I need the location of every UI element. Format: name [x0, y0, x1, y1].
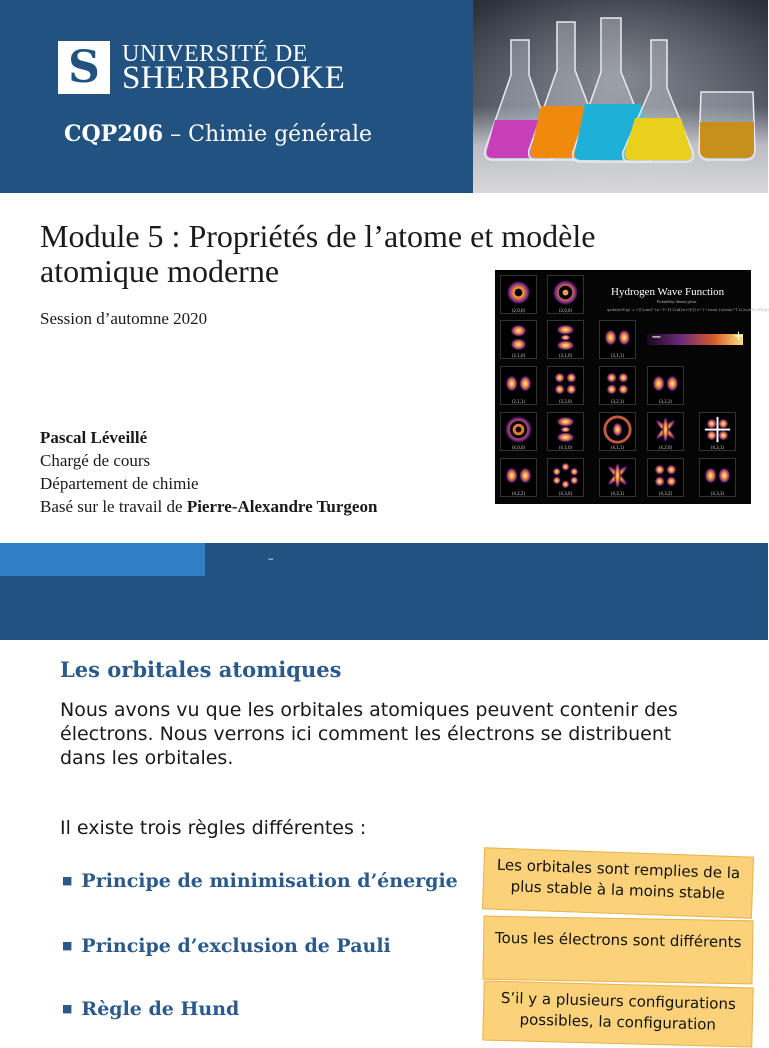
slide2-paragraph: Nous avons vu que les orbitales atomiques peuvent contenir des électrons. Nous verrons ici comment les électrons se distribuent dans les orbitales. [60, 699, 678, 769]
bullet-square-icon: ■ [62, 1002, 73, 1015]
orbital-thumbnail [500, 412, 537, 451]
orbital-thumbnail [599, 412, 636, 451]
orbital-label: (2,1,0) [511, 353, 526, 358]
author-department: Département de chimie [40, 474, 199, 493]
orbital-label: (2,0,0) [511, 308, 526, 313]
orbital-thumbnail [547, 275, 584, 314]
credit-prefix: Basé sur le travail de [40, 497, 187, 516]
divider-main-band [0, 576, 768, 640]
orbital-thumbnail [599, 320, 636, 359]
orbital-thumbnail [547, 366, 584, 405]
orbital-label: (4,0,0) [511, 445, 526, 450]
orbital-label: (3,0,0) [558, 308, 573, 313]
logo-letter: S [68, 41, 100, 93]
orbital-thumbnail [699, 412, 736, 451]
figure-subtitle: Probability density plots. [657, 299, 698, 304]
orbital-thumbnail [647, 412, 684, 451]
orbital-thumbnail [599, 366, 636, 405]
author-block [40, 426, 377, 518]
figure-formula: ψnlm(r,θ,φ) = √((2/na)³ (n−l−1)!/2n[(n+l)!]) e^(−r/na) (2r/na)^l L(2r/na) Y(θ,φ) [607, 307, 769, 312]
session-label: Session d’automne 2020 [40, 309, 208, 328]
rule-item [62, 870, 458, 892]
orbital-thumbnail [547, 412, 584, 451]
module-title: Module 5 : Propriétés de l’atome et modèle atomique moderne [40, 218, 596, 289]
hydrogen-wave-function-figure [495, 270, 769, 504]
callout-note: S’il y a plusieurs configurations possibles, la configuration [482, 980, 753, 1047]
rule-label: Principe d’exclusion de Pauli [81, 935, 391, 957]
orbital-thumbnail [647, 458, 684, 497]
slide2-heading: Les orbitales atomiques [60, 657, 342, 682]
orbital-label: (3,2,1) [610, 399, 625, 404]
orbital-thumbnail [699, 458, 736, 497]
orbital-thumbnail [500, 458, 537, 497]
orbital-label: (3,2,2) [658, 399, 673, 404]
orbital-thumbnail [500, 275, 537, 314]
university-name-line2: SHERBROOKE [122, 60, 346, 96]
bullet-square-icon: ■ [62, 874, 73, 887]
divider-dash: – [268, 552, 274, 565]
orbital-label: (4,2,2) [511, 491, 526, 496]
orbital-thumbnail [500, 366, 537, 405]
rule-label: Principe de minimisation d’énergie [81, 870, 458, 892]
course-separator: – [163, 122, 189, 147]
chemistry-flasks-photo [473, 0, 768, 193]
divider-dark-bar [205, 543, 768, 576]
orbital-label: (3,1,1) [610, 353, 625, 358]
rule-item [62, 935, 391, 957]
author-role: Chargé de cours [40, 451, 151, 470]
scale-minus-label: − [651, 330, 662, 345]
orbital-label: (3,2,0) [558, 399, 573, 404]
orbital-thumbnail [547, 320, 584, 359]
course-code: CQP206 [64, 121, 164, 147]
orbital-label: (4,1,1) [610, 445, 625, 450]
orbital-label: (4,3,2) [658, 491, 673, 496]
orbital-thumbnail [647, 366, 684, 405]
divider-accent-bar [0, 543, 205, 576]
slide2-intro: Il existe trois règles différentes : [60, 817, 367, 839]
orbital-label: (4,2,0) [658, 445, 673, 450]
orbital-thumbnail [547, 458, 584, 497]
author-credit [40, 495, 377, 518]
orbital-thumbnail [599, 458, 636, 497]
bullet-square-icon: ■ [62, 939, 73, 952]
author-name: Pascal Léveillé [40, 428, 148, 447]
callout-note: Les orbitales sont remplies de la plus stable à la moins stable [482, 847, 754, 918]
credit-name: Pierre-Alexandre Turgeon [186, 497, 378, 516]
callout-note: Tous les électrons sont différents [482, 916, 753, 985]
course-name: Chimie générale [188, 122, 373, 147]
scale-plus-label: + [733, 329, 744, 344]
rule-label: Règle de Hund [81, 998, 240, 1020]
orbital-label: (4,3,3) [710, 491, 725, 496]
orbital-label: (4,1,0) [558, 445, 573, 450]
orbital-thumbnail [500, 320, 537, 359]
course-title [64, 121, 372, 147]
university-logo [58, 41, 110, 94]
orbital-label: (4,3,1) [610, 491, 625, 496]
orbital-label: (3,1,0) [558, 353, 573, 358]
orbital-label: (2,1,1) [511, 399, 526, 404]
orbital-label: (4,3,0) [558, 491, 573, 496]
orbital-label: (4,2,1) [710, 445, 725, 450]
figure-title: Hydrogen Wave Function [611, 286, 725, 298]
university-name-line1: UNIVERSITÉ DE [122, 41, 308, 67]
rule-item [62, 998, 239, 1020]
